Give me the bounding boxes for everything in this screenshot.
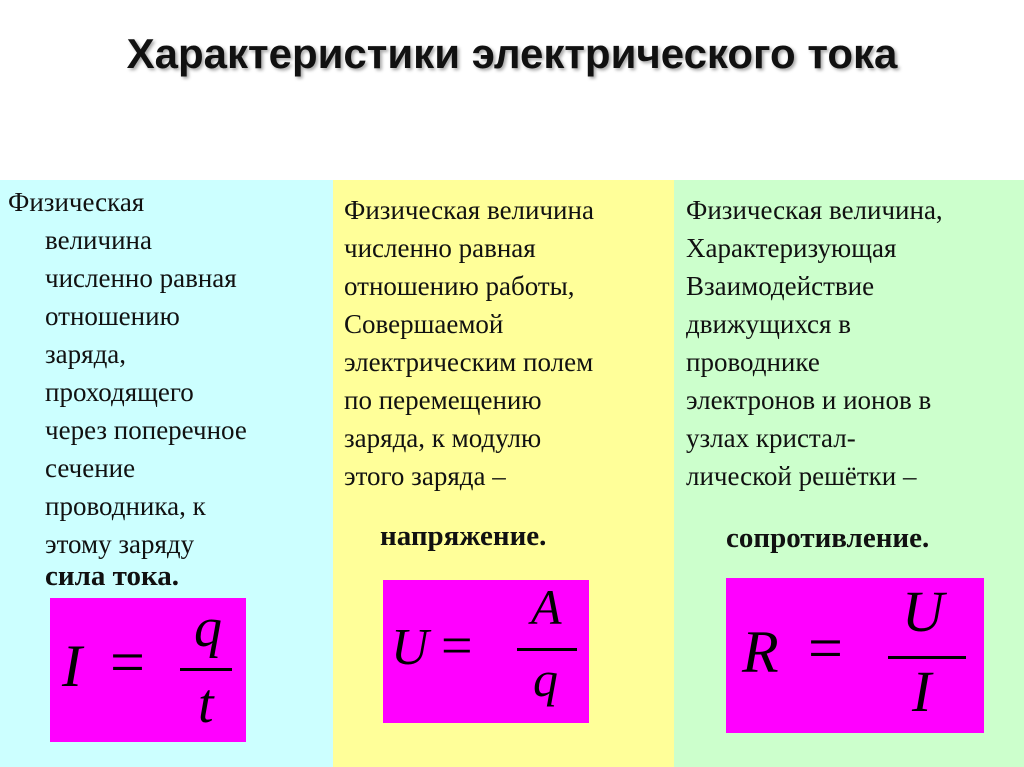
resistance-formula-lhs: R	[742, 619, 779, 685]
voltage-line-5: по перемещению	[344, 385, 542, 415]
current-line-9: этому заряду	[45, 529, 195, 559]
resistance-line-1: Характеризующая	[686, 233, 897, 263]
voltage-term: напряжение.	[380, 520, 547, 552]
current-line-4: заряда,	[45, 339, 127, 369]
resistance-line-4: проводнике	[686, 347, 820, 377]
voltage-formula-num: A	[531, 579, 562, 635]
current-term: сила тока.	[45, 560, 179, 592]
slide-title: Характеристики электрического тока	[126, 30, 898, 77]
current-formula-eq: =	[110, 629, 145, 697]
current-formula-lhs: I	[62, 633, 82, 699]
resistance-formula-eq: =	[808, 615, 843, 683]
current-fraction-bar	[180, 668, 232, 671]
voltage-formula-eq: =	[441, 615, 473, 677]
voltage-column	[333, 180, 674, 767]
resistance-line-6: узлах кристал-	[686, 423, 856, 453]
resistance-column	[674, 180, 1024, 767]
resistance-formula	[726, 578, 984, 733]
voltage-formula	[383, 580, 589, 723]
voltage-line-0: Физическая величина	[344, 195, 594, 225]
current-line-6: через поперечное	[45, 415, 247, 445]
voltage-formula-den: q	[533, 651, 558, 707]
voltage-line-1: численно равная	[344, 233, 536, 263]
resistance-line-2: Взаимодействие	[686, 271, 875, 301]
voltage-line-2: отношению работы,	[344, 271, 575, 301]
resistance-line-5: электронов и ионов в	[686, 385, 932, 415]
current-formula	[50, 598, 246, 742]
current-formula-den: t	[198, 673, 214, 735]
current-line-5: проходящего	[45, 377, 194, 407]
resistance-line-3: движущихся в	[686, 309, 851, 339]
voltage-formula-lhs: U	[391, 619, 429, 676]
voltage-line-6: заряда, к модулю	[344, 423, 542, 453]
current-line-8: проводника, к	[45, 491, 206, 521]
voltage-line-4: электрическим полем	[344, 347, 594, 377]
resistance-line-7: лической решётки –	[686, 461, 917, 491]
voltage-line-3: Совершаемой	[344, 309, 504, 339]
current-formula-num: q	[194, 597, 222, 659]
resistance-formula-num: U	[902, 579, 944, 644]
current-line-0: Физическая	[8, 187, 145, 217]
current-line-1: величина	[45, 225, 152, 255]
current-line-7: сечение	[45, 453, 136, 483]
current-column	[0, 180, 333, 767]
current-line-3: отношению	[45, 301, 180, 331]
resistance-term: сопротивление.	[726, 522, 930, 554]
resistance-line-0: Физическая величина,	[686, 195, 943, 225]
resistance-formula-den: I	[912, 659, 932, 724]
voltage-line-7: этого заряда –	[344, 461, 506, 491]
current-line-2: численно равная	[45, 263, 237, 293]
